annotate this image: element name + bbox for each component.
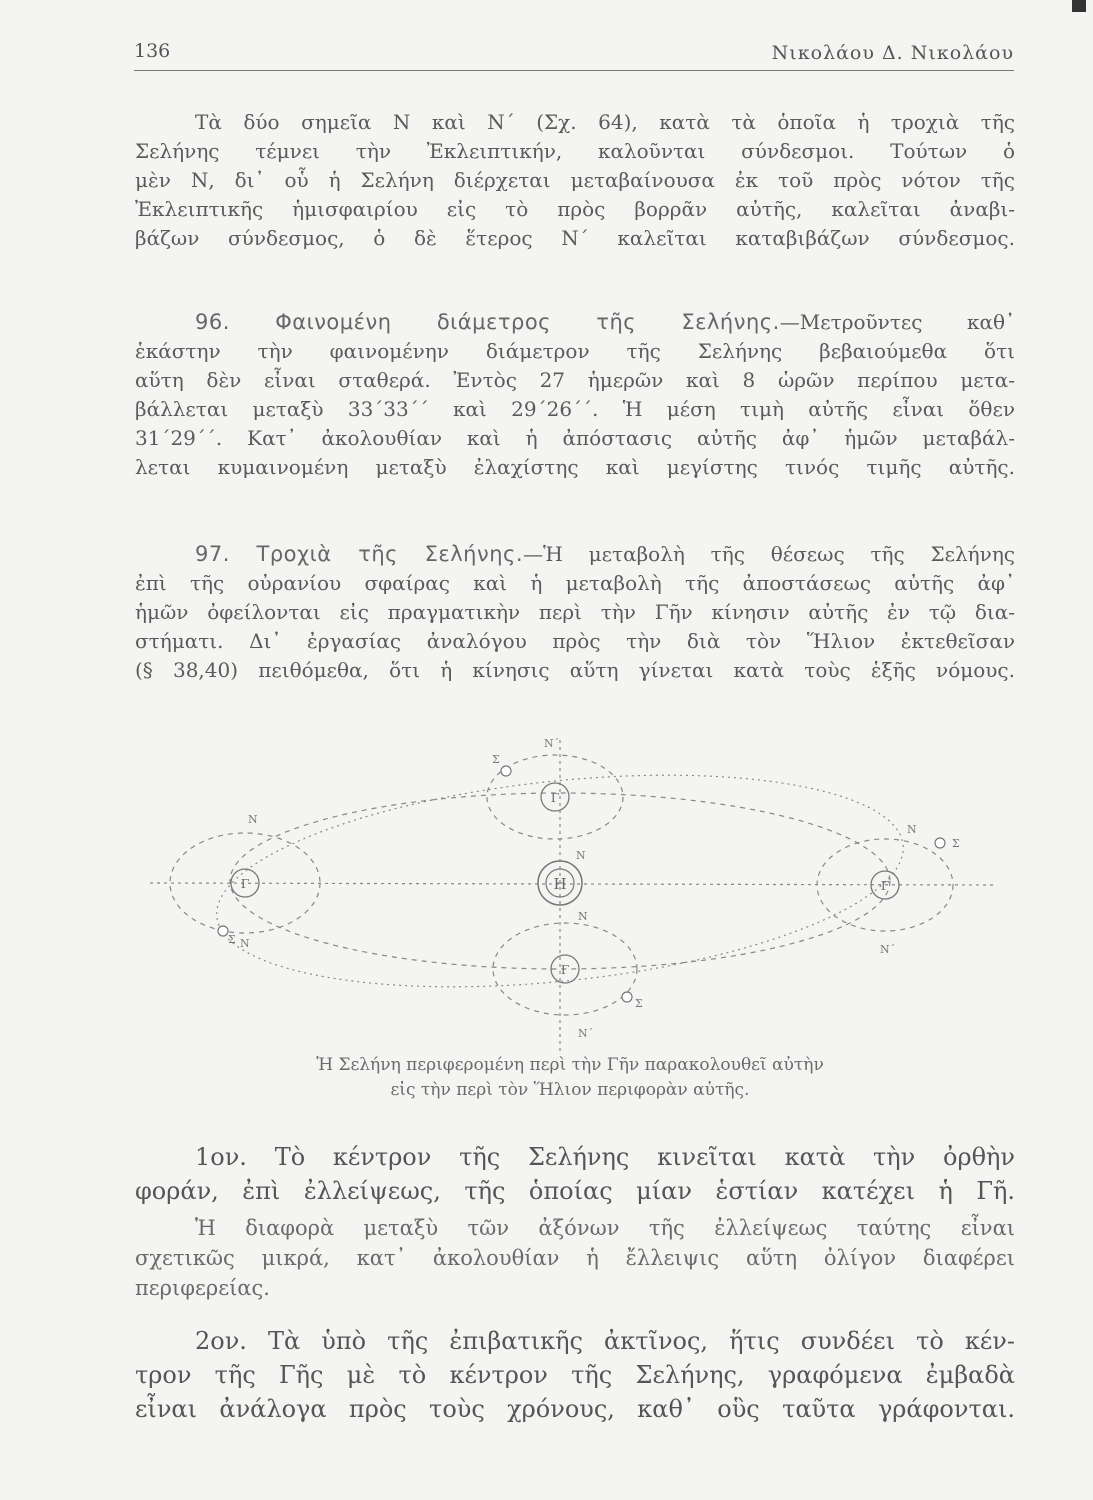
node-label: Ν΄ bbox=[544, 737, 560, 750]
earth-label: Γ bbox=[560, 963, 570, 977]
text-line: μὲν Ν, δι᾽ οὗ ἡ Σελήνη διέρχεται μεταβαίνουσα ἐκ τοῦ πρὸς νότον τῆς bbox=[135, 168, 1015, 192]
moon-label: Σ bbox=[635, 997, 643, 1010]
moon-label: Σ bbox=[228, 933, 236, 946]
text-line: 96. Φαινομένη διάμετρος τῆς Σελήνης.—Μετροῦντες καθ᾽ bbox=[195, 310, 1015, 334]
intro-paragraph bbox=[135, 108, 1015, 253]
section-96 bbox=[135, 308, 1015, 482]
scan-edge-mark bbox=[1072, 0, 1086, 12]
text-line: ἡμῶν ὀφείλονται εἰς πραγματικὴν περὶ τὴν Γῆν κίνησιν αὐτῆς ἐν τῷ δια- bbox=[135, 600, 1015, 624]
text-line: 2ον. Τὰ ὑπὸ τῆς ἐπιβατικῆς ἀκτῖνος, ἥτις συνδέει τὸ κέν- bbox=[195, 1327, 1015, 1355]
moon-bottom bbox=[622, 992, 632, 1002]
figure-caption bbox=[140, 1053, 1000, 1103]
header-rule bbox=[134, 70, 1014, 71]
section-97 bbox=[135, 540, 1015, 685]
node-label: Ν bbox=[248, 813, 258, 826]
earth-label: Γ bbox=[240, 877, 250, 891]
horizontal-axis bbox=[150, 883, 995, 885]
moon-label: Σ bbox=[952, 837, 960, 850]
text-line: ἑκάστην τὴν φαινομένην διάμετρον τῆς Σελήνης βεβαιούμεθα ὅτι bbox=[135, 339, 1015, 363]
orbit-diagram bbox=[140, 735, 1000, 1055]
node-label: Ν΄ bbox=[578, 1027, 594, 1040]
text-line: περιφερείας. bbox=[135, 1276, 270, 1300]
earth-label: Γ bbox=[550, 791, 560, 805]
caption-line: εἰς τὴν περὶ τὸν Ἥλιον περιφορὰν αὐτῆς. bbox=[390, 1080, 750, 1100]
text-line: αὕτη δὲν εἶναι σταθερά. Ἐντὸς 27 ἡμερῶν καὶ 8 ὡρῶν περίπου μετα- bbox=[135, 368, 1015, 392]
text-line: λεται κυμαινομένη μεταξὺ ἐλαχίστης καὶ μεγίστης τινός τιμῆς αὐτῆς. bbox=[135, 455, 1015, 479]
moon-left bbox=[218, 926, 228, 936]
law-1 bbox=[135, 1140, 1015, 1208]
text-line: στήματι. Δι᾽ ἐργασίας ἀναλόγου πρὸς τὴν διὰ τὸν Ἥλιον ἐκτεθεῖσαν bbox=[135, 629, 1015, 653]
node-label: Ν bbox=[240, 937, 250, 950]
text-line: 97. Τροχιὰ τῆς Σελήνης.—Ἡ μεταβολὴ τῆς θέσεως τῆς Σελήνης bbox=[195, 542, 1016, 566]
section-title: 97. Τροχιὰ τῆς Σελήνης. bbox=[195, 542, 524, 566]
section-title: 96. Φαινομένη διάμετρος τῆς Σελήνης. bbox=[195, 310, 780, 334]
page-header bbox=[134, 40, 1014, 74]
earth-label: Γ bbox=[880, 879, 890, 893]
text-line: (§ 38,40) πειθόμεθα, ὅτι ἡ κίνησις αὕτη γίνεται κατὰ τοὺς ἑξῆς νόμους. bbox=[135, 658, 1015, 682]
moon-right bbox=[935, 838, 945, 848]
moon-orbit-figure bbox=[140, 735, 1000, 1055]
text-line: ἐπὶ τῆς οὐρανίου σφαίρας καὶ ἡ μεταβολὴ τῆς ἀποστάσεως αὐτῆς ἀφ᾽ bbox=[135, 571, 1015, 595]
text-line: Ἐκλειπτικῆς ἡμισφαιρίου εἰς τὸ πρὸς βορρᾶν αὐτῆς, καλεῖται ἀναβι- bbox=[135, 197, 1015, 221]
text-line: φοράν, ἐπὶ ἐλλείψεως, τῆς ὁποίας μίαν ἑστίαν κατέχει ἡ Γῆ. bbox=[135, 1177, 1015, 1205]
node-label: Ν bbox=[578, 910, 588, 923]
law-2 bbox=[135, 1324, 1015, 1426]
law-1-note bbox=[135, 1213, 1015, 1303]
text-line: βάζων σύνδεσμος, ὁ δὲ ἕτερος Ν΄ καλεῖται καταβιβάζων σύνδεσμος. bbox=[135, 226, 1015, 250]
node-label: Ν bbox=[907, 823, 917, 836]
text-line: εἶναι ἀνάλογα πρὸς τοὺς χρόνους, καθ᾽ οὓς ταῦτα γράφονται. bbox=[135, 1395, 1015, 1423]
node-label: Ν bbox=[576, 849, 586, 862]
text-line: βάλλεται μεταξὺ 33΄33΄΄ καὶ 29΄26΄΄. Ἡ μέση τιμὴ αὐτῆς εἶναι ὅθεν bbox=[135, 397, 1015, 421]
text-line: τρον τῆς Γῆς μὲ τὸ κέντρον τῆς Σελήνης, γραφόμενα ἐμβαδὰ bbox=[135, 1361, 1015, 1389]
moon-top bbox=[501, 766, 511, 776]
page-number: 136 bbox=[134, 40, 171, 62]
text-line: 31΄29΄΄. Κατ᾽ ἀκολουθίαν καὶ ἡ ἀπόστασις αὐτῆς ἀφ᾽ ἡμῶν μεταβάλ- bbox=[135, 426, 1015, 450]
node-label: Ν΄ bbox=[880, 943, 896, 956]
moon-label: Σ bbox=[492, 753, 500, 766]
caption-line: Ἡ Σελήνη περιφερομένη περὶ τὴν Γῆν παρακολουθεῖ αὐτὴν bbox=[316, 1055, 824, 1075]
sun-label: Η bbox=[553, 875, 567, 893]
text-line: Σελήνης τέμνει τὴν Ἐκλειπτικήν, καλοῦνται σύνδεσμοι. Τούτων ὁ bbox=[135, 139, 1015, 163]
running-head: Νικολάου Δ. Νικολάου bbox=[771, 42, 1014, 64]
text-line: σχετικῶς μικρά, κατ᾽ ἀκολουθίαν ἡ ἔλλειψις αὕτη ὀλίγον διαφέρει bbox=[135, 1246, 1015, 1270]
text-line: 1ον. Τὸ κέντρον τῆς Σελήνης κινεῖται κατὰ τὴν ὀρθὴν bbox=[195, 1143, 1015, 1171]
text-line: Ἡ διαφορὰ μεταξὺ τῶν ἀξόνων τῆς ἐλλείψεως ταύτης εἶναι bbox=[195, 1216, 1015, 1240]
text-line: Τὰ δύο σημεῖα Ν καὶ Ν΄ (Σχ. 64), κατὰ τὰ ὁποῖα ἡ τροχιὰ τῆς bbox=[195, 110, 1015, 134]
